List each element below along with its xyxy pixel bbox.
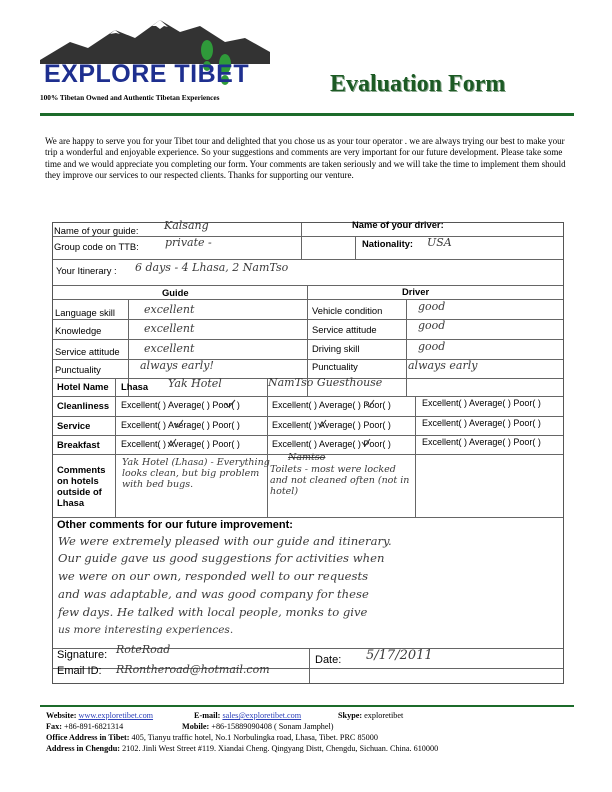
- itinerary-field[interactable]: 6 days - 4 Lhasa, 2 NamTso: [135, 261, 289, 274]
- rating-options[interactable]: Excellent( ) Average( ) Poor( ): [272, 400, 391, 410]
- rating-options[interactable]: Excellent( ) Average( ) Poor( ): [272, 420, 391, 430]
- comment-line[interactable]: few days. He talked with local people, monks to give: [58, 605, 368, 619]
- tagline: 100% Tibetan Owned and Authentic Tibetan Experiences: [40, 93, 220, 102]
- driver-row-value[interactable]: always early: [408, 359, 478, 372]
- footer-website: Website: www.exploretibet.com: [46, 711, 154, 720]
- footer-chengdu-address: Address in Chengdu: 2102. Jinli West Street #119. Xiandai Cheng. Qingyang Distt, Chengdu, Sichuan. China. 610000: [46, 744, 439, 753]
- driver-row-value[interactable]: good: [418, 300, 446, 313]
- rating-options[interactable]: Excellent( ) Average( ) Poor( ): [272, 439, 391, 449]
- guide-row-label: Knowledge: [55, 325, 102, 336]
- footer-fax: Fax: +86-891-6821314: [46, 722, 124, 731]
- driver-row-label: Vehicle condition: [312, 305, 383, 316]
- comment-line[interactable]: we were on our own, responded well to our requests: [58, 569, 369, 583]
- guide-row-value[interactable]: always early!: [140, 359, 214, 372]
- rating-options[interactable]: Excellent( ) Average( ) Poor( ): [422, 418, 541, 428]
- hotel-comments-label: Comments on hotels outside of Lhasa: [57, 464, 106, 508]
- footer-email: E-mail: sales@exploretibet.com: [194, 711, 302, 720]
- rating-options[interactable]: Excellent( ) Average( ) Poor( ): [121, 400, 240, 410]
- date-label: Date:: [315, 654, 342, 666]
- hotel-name-label: Hotel Name: [57, 381, 109, 392]
- nationality-field[interactable]: USA: [427, 236, 452, 249]
- driver-row-label: Driving skill: [312, 343, 360, 354]
- email-label: Email ID:: [57, 665, 102, 677]
- guide-row-label: Language skill: [55, 307, 115, 318]
- rating-label: Breakfast: [57, 439, 100, 450]
- driver-name-label: Name of your driver:: [352, 219, 444, 230]
- guide-name-label: Name of your guide:: [54, 225, 139, 236]
- group-code-field[interactable]: private -: [165, 236, 212, 249]
- comment-line[interactable]: us more interesting experiences.: [58, 624, 234, 636]
- driver-section-header: Driver: [402, 286, 430, 297]
- hotel-1-comment[interactable]: Yak Hotel (Lhasa) - Everything looks clean, but big problem with bed bugs.: [122, 457, 270, 490]
- rating-options[interactable]: Excellent( ) Average( ) Poor( ): [121, 439, 240, 449]
- itinerary-label: Your Itinerary :: [56, 265, 117, 276]
- page-title: Evaluation Form: [330, 71, 506, 97]
- rating-options[interactable]: Excellent( ) Average( ) Poor( ): [422, 437, 541, 447]
- guide-row-value[interactable]: excellent: [144, 342, 195, 355]
- signature-field[interactable]: RoteRoad: [116, 643, 171, 656]
- email-link[interactable]: sales@exploretibet.com: [222, 711, 302, 720]
- nationality-label: Nationality:: [362, 238, 414, 249]
- guide-row-value[interactable]: excellent: [144, 322, 195, 335]
- group-code-label: Group code on TTB:: [54, 241, 139, 252]
- rating-options[interactable]: Excellent( ) Average( ) Poor( ): [121, 420, 240, 430]
- email-field[interactable]: RRontheroad@hotmail.com: [116, 663, 270, 676]
- guide-name-field[interactable]: Kalsang: [164, 219, 209, 232]
- guide-row-label: Service attitude: [55, 346, 120, 357]
- hotel-2-name[interactable]: NamTso Guesthouse: [268, 376, 383, 389]
- website-link[interactable]: www.exploretibet.com: [78, 711, 154, 720]
- rating-options[interactable]: Excellent( ) Average( ) Poor( ): [422, 398, 541, 408]
- signature-label: Signature:: [57, 649, 108, 661]
- guide-row-label: Punctuality: [55, 364, 101, 375]
- driver-row-value[interactable]: good: [418, 319, 446, 332]
- logo-text: EXPLORE TIBET: [44, 60, 250, 88]
- driver-row-value[interactable]: good: [418, 340, 446, 353]
- driver-row-label: Service attitude: [312, 324, 377, 335]
- rating-label: Service: [57, 420, 91, 431]
- hotel-city-label: Lhasa: [121, 381, 149, 392]
- footer-mobile: Mobile: +86-15889090408 ( Sonam Jamphel): [182, 722, 334, 731]
- intro-paragraph: We are happy to serve you for your Tibet tour and delighted that you chose us as your tour operator . we are always trying our best to make your trip a wonderful and enjoyable experience. So your suggestions and comments are very important for our future development. Please take some time and we would appreciate you completing our form. Your comments are taken seriously and we will take the time to implement them should they improve our services to our respected clients. Thanks for supporting our venture.: [45, 136, 566, 180]
- comment-line[interactable]: We were extremely pleased with our guide and itinerary.: [58, 534, 392, 548]
- hotel-2-comment[interactable]: Toilets - most were locked and not cleaned often (not in hotel): [270, 464, 410, 497]
- rating-label: Cleanliness: [57, 400, 110, 411]
- hotel-2-crossed-text: Namtso: [288, 452, 326, 463]
- date-field[interactable]: 5/17/2011: [366, 648, 433, 663]
- footer-skype: Skype: exploretibet: [338, 711, 404, 720]
- hotel-1-name[interactable]: Yak Hotel: [168, 377, 222, 390]
- other-comments-label: Other comments for our future improvement:: [57, 519, 293, 531]
- footer-tibet-address: Office Address in Tibet: 405, Tianyu traffic hotel, No.1 Norbulingka road, Lhasa, Tibet. PRC 85000: [46, 733, 378, 742]
- guide-section-header: Guide: [162, 287, 189, 298]
- comment-line[interactable]: and was adaptable, and was good company for these: [58, 587, 369, 601]
- driver-row-label: Punctuality: [312, 361, 358, 372]
- comment-line[interactable]: Our guide gave us good suggestions for activities when: [58, 551, 385, 565]
- footer-divider: [40, 705, 574, 707]
- guide-row-value[interactable]: excellent: [144, 303, 195, 316]
